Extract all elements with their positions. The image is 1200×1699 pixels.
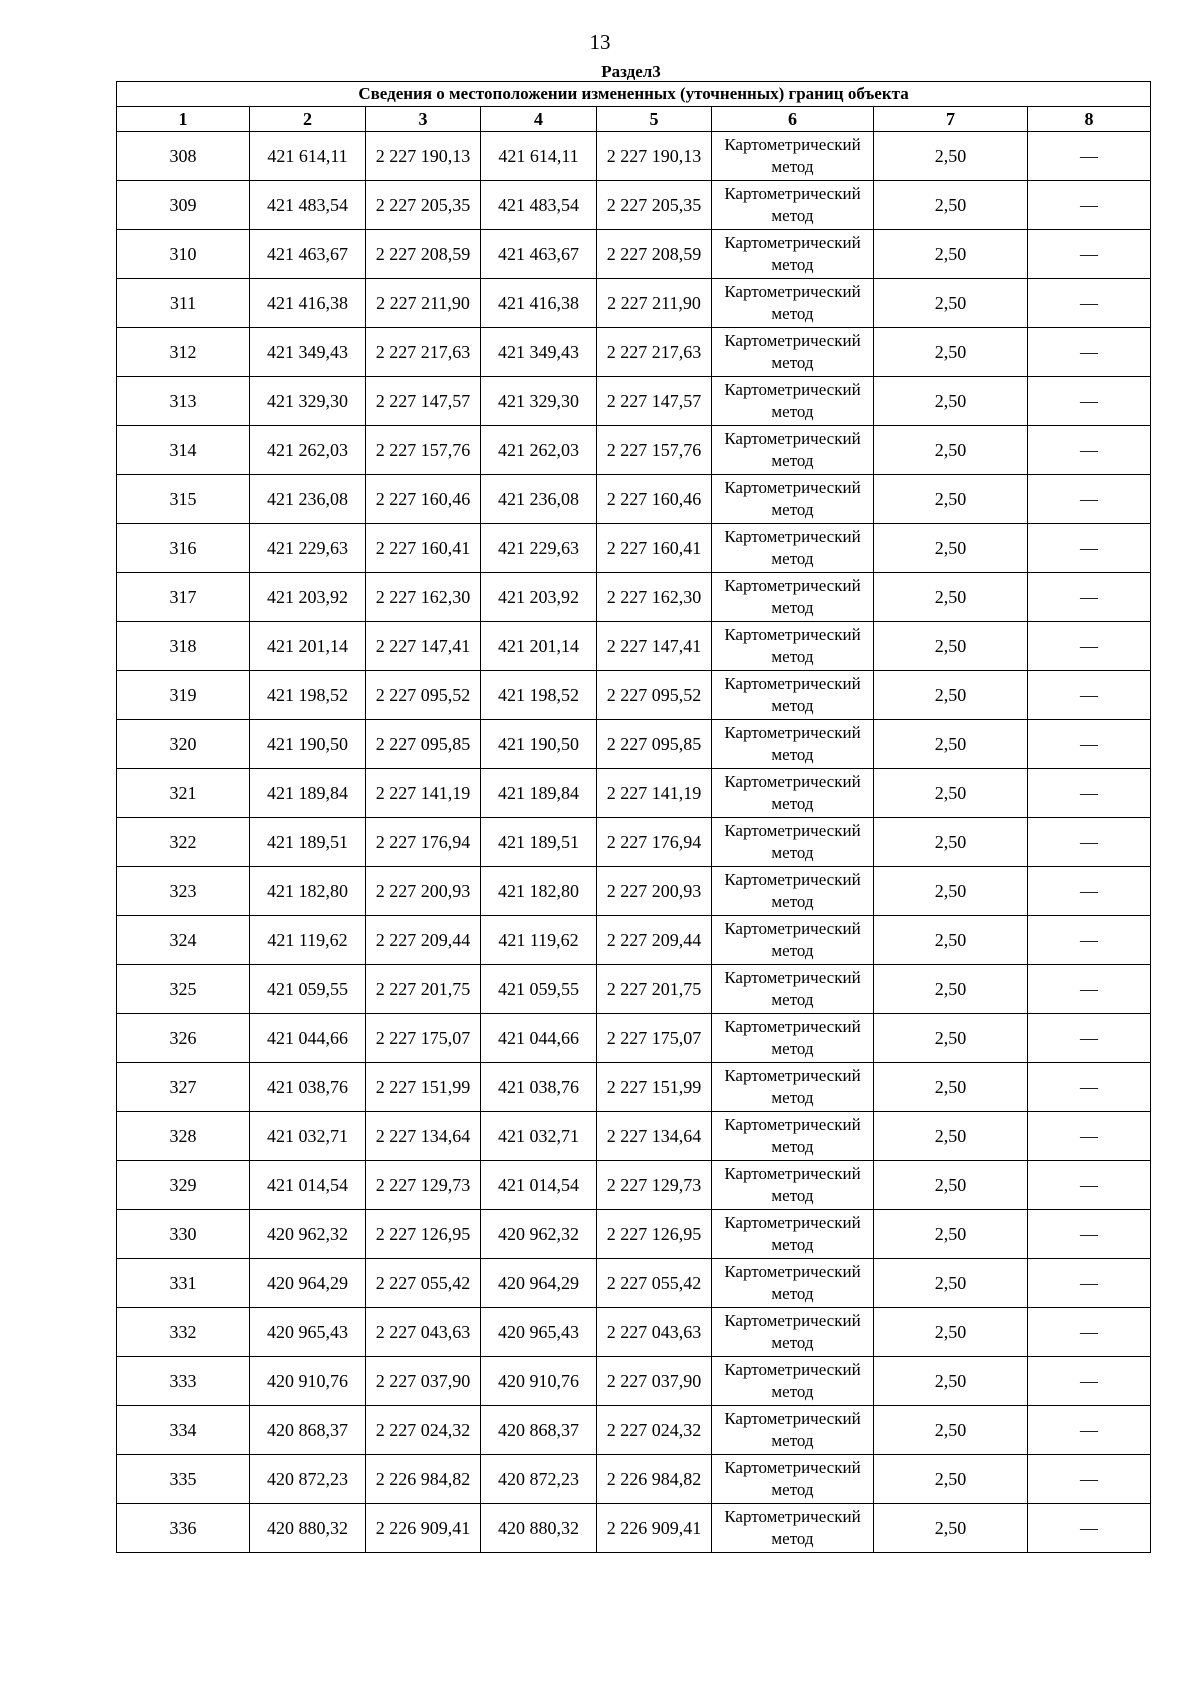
method-cell: Картометрический метод <box>712 720 874 769</box>
note-cell: — <box>1028 1504 1151 1553</box>
point-number-cell: 318 <box>117 622 250 671</box>
method-cell: Картометрический метод <box>712 132 874 181</box>
table-row <box>117 671 1151 720</box>
existing-x-cell: 420 965,43 <box>250 1308 366 1357</box>
note-cell: — <box>1028 671 1151 720</box>
refined-y-cell: 2 227 129,73 <box>597 1161 712 1210</box>
method-cell: Картометрический метод <box>712 1455 874 1504</box>
table-row <box>117 573 1151 622</box>
table-caption-row <box>117 82 1151 107</box>
refined-y-cell: 2 226 909,41 <box>597 1504 712 1553</box>
existing-x-cell: 421 203,92 <box>250 573 366 622</box>
note-cell: — <box>1028 1161 1151 1210</box>
method-cell: Картометрический метод <box>712 965 874 1014</box>
refined-y-cell: 2 227 157,76 <box>597 426 712 475</box>
note-cell: — <box>1028 279 1151 328</box>
existing-x-cell: 421 182,80 <box>250 867 366 916</box>
table-row <box>117 916 1151 965</box>
refined-y-cell: 2 227 095,52 <box>597 671 712 720</box>
accuracy-cell: 2,50 <box>874 1161 1028 1210</box>
existing-y-cell: 2 227 205,35 <box>366 181 481 230</box>
refined-x-cell: 421 189,84 <box>481 769 597 818</box>
refined-y-cell: 2 227 209,44 <box>597 916 712 965</box>
existing-y-cell: 2 227 141,19 <box>366 769 481 818</box>
point-number-cell: 319 <box>117 671 250 720</box>
existing-y-cell: 2 227 134,64 <box>366 1112 481 1161</box>
note-cell: — <box>1028 867 1151 916</box>
method-cell: Картометрический метод <box>712 867 874 916</box>
point-number-cell: 308 <box>117 132 250 181</box>
accuracy-cell: 2,50 <box>874 230 1028 279</box>
column-number: 3 <box>366 107 481 132</box>
table-row <box>117 279 1151 328</box>
method-cell: Картометрический метод <box>712 1406 874 1455</box>
table-row <box>117 769 1151 818</box>
point-number-cell: 335 <box>117 1455 250 1504</box>
note-cell: — <box>1028 328 1151 377</box>
accuracy-cell: 2,50 <box>874 720 1028 769</box>
accuracy-cell: 2,50 <box>874 573 1028 622</box>
existing-x-cell: 421 262,03 <box>250 426 366 475</box>
method-cell: Картометрический метод <box>712 377 874 426</box>
refined-y-cell: 2 227 208,59 <box>597 230 712 279</box>
refined-y-cell: 2 227 037,90 <box>597 1357 712 1406</box>
existing-y-cell: 2 227 024,32 <box>366 1406 481 1455</box>
table-row <box>117 965 1151 1014</box>
method-cell: Картометрический метод <box>712 622 874 671</box>
point-number-cell: 329 <box>117 1161 250 1210</box>
refined-y-cell: 2 227 147,41 <box>597 622 712 671</box>
point-number-cell: 310 <box>117 230 250 279</box>
accuracy-cell: 2,50 <box>874 426 1028 475</box>
method-cell: Картометрический метод <box>712 818 874 867</box>
note-cell: — <box>1028 475 1151 524</box>
refined-y-cell: 2 227 205,35 <box>597 181 712 230</box>
refined-y-cell: 2 227 126,95 <box>597 1210 712 1259</box>
refined-y-cell: 2 227 190,13 <box>597 132 712 181</box>
point-number-cell: 324 <box>117 916 250 965</box>
refined-x-cell: 421 203,92 <box>481 573 597 622</box>
refined-x-cell: 421 059,55 <box>481 965 597 1014</box>
existing-y-cell: 2 227 095,85 <box>366 720 481 769</box>
existing-x-cell: 421 463,67 <box>250 230 366 279</box>
point-number-cell: 331 <box>117 1259 250 1308</box>
method-cell: Картометрический метод <box>712 1161 874 1210</box>
point-number-cell: 336 <box>117 1504 250 1553</box>
table-row <box>117 328 1151 377</box>
existing-x-cell: 421 416,38 <box>250 279 366 328</box>
table-row <box>117 720 1151 769</box>
existing-y-cell: 2 227 151,99 <box>366 1063 481 1112</box>
accuracy-cell: 2,50 <box>874 769 1028 818</box>
point-number-cell: 332 <box>117 1308 250 1357</box>
point-number-cell: 316 <box>117 524 250 573</box>
accuracy-cell: 2,50 <box>874 965 1028 1014</box>
refined-x-cell: 420 962,32 <box>481 1210 597 1259</box>
note-cell: — <box>1028 769 1151 818</box>
table-row <box>117 1210 1151 1259</box>
table-row <box>117 475 1151 524</box>
existing-y-cell: 2 227 211,90 <box>366 279 481 328</box>
refined-y-cell: 2 227 024,32 <box>597 1406 712 1455</box>
existing-y-cell: 2 227 043,63 <box>366 1308 481 1357</box>
refined-y-cell: 2 227 162,30 <box>597 573 712 622</box>
table-row <box>117 230 1151 279</box>
existing-x-cell: 421 349,43 <box>250 328 366 377</box>
method-cell: Картометрический метод <box>712 524 874 573</box>
accuracy-cell: 2,50 <box>874 1308 1028 1357</box>
coordinates-table <box>116 81 1151 1553</box>
table-row <box>117 1112 1151 1161</box>
accuracy-cell: 2,50 <box>874 622 1028 671</box>
method-cell: Картометрический метод <box>712 671 874 720</box>
point-number-cell: 330 <box>117 1210 250 1259</box>
section-title: Раздел3 <box>601 62 661 81</box>
refined-x-cell: 421 190,50 <box>481 720 597 769</box>
refined-x-cell: 421 182,80 <box>481 867 597 916</box>
note-cell: — <box>1028 965 1151 1014</box>
accuracy-cell: 2,50 <box>874 1210 1028 1259</box>
refined-x-cell: 421 044,66 <box>481 1014 597 1063</box>
refined-x-cell: 421 189,51 <box>481 818 597 867</box>
method-cell: Картометрический метод <box>712 1210 874 1259</box>
refined-x-cell: 421 236,08 <box>481 475 597 524</box>
table-row <box>117 818 1151 867</box>
existing-x-cell: 421 189,84 <box>250 769 366 818</box>
note-cell: — <box>1028 1259 1151 1308</box>
accuracy-cell: 2,50 <box>874 1112 1028 1161</box>
existing-x-cell: 420 880,32 <box>250 1504 366 1553</box>
accuracy-cell: 2,50 <box>874 916 1028 965</box>
method-cell: Картометрический метод <box>712 279 874 328</box>
existing-y-cell: 2 227 037,90 <box>366 1357 481 1406</box>
method-cell: Картометрический метод <box>712 1259 874 1308</box>
point-number-cell: 315 <box>117 475 250 524</box>
existing-x-cell: 421 014,54 <box>250 1161 366 1210</box>
table-row <box>117 1259 1151 1308</box>
refined-y-cell: 2 227 147,57 <box>597 377 712 426</box>
table-row <box>117 1308 1151 1357</box>
existing-x-cell: 421 038,76 <box>250 1063 366 1112</box>
existing-y-cell: 2 227 176,94 <box>366 818 481 867</box>
point-number-cell: 327 <box>117 1063 250 1112</box>
refined-x-cell: 421 329,30 <box>481 377 597 426</box>
accuracy-cell: 2,50 <box>874 328 1028 377</box>
method-cell: Картометрический метод <box>712 769 874 818</box>
refined-y-cell: 2 227 175,07 <box>597 1014 712 1063</box>
note-cell: — <box>1028 1455 1151 1504</box>
refined-y-cell: 2 227 211,90 <box>597 279 712 328</box>
existing-y-cell: 2 227 160,46 <box>366 475 481 524</box>
column-number: 4 <box>481 107 597 132</box>
existing-x-cell: 421 198,52 <box>250 671 366 720</box>
column-number: 8 <box>1028 107 1151 132</box>
table-row <box>117 524 1151 573</box>
refined-y-cell: 2 227 217,63 <box>597 328 712 377</box>
accuracy-cell: 2,50 <box>874 1455 1028 1504</box>
note-cell: — <box>1028 1112 1151 1161</box>
refined-x-cell: 420 880,32 <box>481 1504 597 1553</box>
table-row <box>117 426 1151 475</box>
refined-y-cell: 2 227 134,64 <box>597 1112 712 1161</box>
refined-y-cell: 2 227 201,75 <box>597 965 712 1014</box>
existing-y-cell: 2 226 909,41 <box>366 1504 481 1553</box>
existing-y-cell: 2 227 162,30 <box>366 573 481 622</box>
note-cell: — <box>1028 1406 1151 1455</box>
table-caption: Сведения о местоположении измененных (уточненных) границ объекта <box>117 82 1151 107</box>
refined-x-cell: 421 262,03 <box>481 426 597 475</box>
method-cell: Картометрический метод <box>712 1063 874 1112</box>
note-cell: — <box>1028 181 1151 230</box>
column-number: 1 <box>117 107 250 132</box>
column-number: 5 <box>597 107 712 132</box>
accuracy-cell: 2,50 <box>874 671 1028 720</box>
point-number-cell: 314 <box>117 426 250 475</box>
existing-y-cell: 2 226 984,82 <box>366 1455 481 1504</box>
method-cell: Картометрический метод <box>712 328 874 377</box>
accuracy-cell: 2,50 <box>874 1063 1028 1112</box>
refined-x-cell: 421 198,52 <box>481 671 597 720</box>
method-cell: Картометрический метод <box>712 1308 874 1357</box>
existing-y-cell: 2 227 208,59 <box>366 230 481 279</box>
column-number-row <box>117 107 1151 132</box>
existing-x-cell: 421 119,62 <box>250 916 366 965</box>
page-number: 13 <box>589 30 611 54</box>
accuracy-cell: 2,50 <box>874 279 1028 328</box>
note-cell: — <box>1028 818 1151 867</box>
table-body <box>117 132 1151 1553</box>
accuracy-cell: 2,50 <box>874 818 1028 867</box>
note-cell: — <box>1028 1308 1151 1357</box>
existing-x-cell: 421 329,30 <box>250 377 366 426</box>
note-cell: — <box>1028 524 1151 573</box>
existing-y-cell: 2 227 147,57 <box>366 377 481 426</box>
method-cell: Картометрический метод <box>712 475 874 524</box>
existing-x-cell: 420 962,32 <box>250 1210 366 1259</box>
note-cell: — <box>1028 1014 1151 1063</box>
existing-x-cell: 421 059,55 <box>250 965 366 1014</box>
point-number-cell: 311 <box>117 279 250 328</box>
note-cell: — <box>1028 1210 1151 1259</box>
refined-x-cell: 421 038,76 <box>481 1063 597 1112</box>
table-row <box>117 867 1151 916</box>
refined-y-cell: 2 227 176,94 <box>597 818 712 867</box>
existing-y-cell: 2 227 129,73 <box>366 1161 481 1210</box>
refined-y-cell: 2 227 200,93 <box>597 867 712 916</box>
accuracy-cell: 2,50 <box>874 867 1028 916</box>
point-number-cell: 333 <box>117 1357 250 1406</box>
note-cell: — <box>1028 426 1151 475</box>
refined-x-cell: 421 032,71 <box>481 1112 597 1161</box>
note-cell: — <box>1028 573 1151 622</box>
existing-y-cell: 2 227 095,52 <box>366 671 481 720</box>
refined-x-cell: 421 614,11 <box>481 132 597 181</box>
table-row <box>117 1406 1151 1455</box>
point-number-cell: 313 <box>117 377 250 426</box>
point-number-cell: 312 <box>117 328 250 377</box>
refined-y-cell: 2 227 043,63 <box>597 1308 712 1357</box>
refined-x-cell: 421 201,14 <box>481 622 597 671</box>
point-number-cell: 328 <box>117 1112 250 1161</box>
column-number: 6 <box>712 107 874 132</box>
accuracy-cell: 2,50 <box>874 1014 1028 1063</box>
existing-y-cell: 2 227 209,44 <box>366 916 481 965</box>
method-cell: Картометрический метод <box>712 1357 874 1406</box>
point-number-cell: 309 <box>117 181 250 230</box>
existing-x-cell: 420 868,37 <box>250 1406 366 1455</box>
method-cell: Картометрический метод <box>712 916 874 965</box>
note-cell: — <box>1028 1357 1151 1406</box>
refined-y-cell: 2 227 095,85 <box>597 720 712 769</box>
accuracy-cell: 2,50 <box>874 1406 1028 1455</box>
refined-y-cell: 2 227 141,19 <box>597 769 712 818</box>
existing-y-cell: 2 227 055,42 <box>366 1259 481 1308</box>
existing-y-cell: 2 227 201,75 <box>366 965 481 1014</box>
existing-y-cell: 2 227 126,95 <box>366 1210 481 1259</box>
method-cell: Картометрический метод <box>712 1112 874 1161</box>
existing-y-cell: 2 227 147,41 <box>366 622 481 671</box>
refined-x-cell: 421 349,43 <box>481 328 597 377</box>
refined-y-cell: 2 227 160,41 <box>597 524 712 573</box>
existing-y-cell: 2 227 200,93 <box>366 867 481 916</box>
method-cell: Картометрический метод <box>712 573 874 622</box>
note-cell: — <box>1028 916 1151 965</box>
table-row <box>117 1357 1151 1406</box>
table-row <box>117 181 1151 230</box>
table-row <box>117 132 1151 181</box>
existing-x-cell: 421 044,66 <box>250 1014 366 1063</box>
accuracy-cell: 2,50 <box>874 524 1028 573</box>
table-row <box>117 377 1151 426</box>
existing-y-cell: 2 227 175,07 <box>366 1014 481 1063</box>
refined-x-cell: 421 119,62 <box>481 916 597 965</box>
note-cell: — <box>1028 1063 1151 1112</box>
existing-y-cell: 2 227 190,13 <box>366 132 481 181</box>
existing-x-cell: 421 229,63 <box>250 524 366 573</box>
refined-y-cell: 2 227 151,99 <box>597 1063 712 1112</box>
method-cell: Картометрический метод <box>712 1014 874 1063</box>
accuracy-cell: 2,50 <box>874 1259 1028 1308</box>
accuracy-cell: 2,50 <box>874 181 1028 230</box>
existing-y-cell: 2 227 160,41 <box>366 524 481 573</box>
refined-x-cell: 421 229,63 <box>481 524 597 573</box>
existing-x-cell: 421 483,54 <box>250 181 366 230</box>
refined-x-cell: 420 910,76 <box>481 1357 597 1406</box>
table-row <box>117 1014 1151 1063</box>
method-cell: Картометрический метод <box>712 426 874 475</box>
point-number-cell: 317 <box>117 573 250 622</box>
point-number-cell: 326 <box>117 1014 250 1063</box>
table-row <box>117 1455 1151 1504</box>
refined-y-cell: 2 227 160,46 <box>597 475 712 524</box>
refined-y-cell: 2 226 984,82 <box>597 1455 712 1504</box>
note-cell: — <box>1028 720 1151 769</box>
point-number-cell: 320 <box>117 720 250 769</box>
existing-x-cell: 420 910,76 <box>250 1357 366 1406</box>
table-row <box>117 1063 1151 1112</box>
method-cell: Картометрический метод <box>712 1504 874 1553</box>
accuracy-cell: 2,50 <box>874 377 1028 426</box>
accuracy-cell: 2,50 <box>874 1357 1028 1406</box>
accuracy-cell: 2,50 <box>874 1504 1028 1553</box>
existing-y-cell: 2 227 217,63 <box>366 328 481 377</box>
note-cell: — <box>1028 132 1151 181</box>
note-cell: — <box>1028 377 1151 426</box>
point-number-cell: 323 <box>117 867 250 916</box>
refined-x-cell: 421 483,54 <box>481 181 597 230</box>
note-cell: — <box>1028 230 1151 279</box>
column-number: 7 <box>874 107 1028 132</box>
point-number-cell: 321 <box>117 769 250 818</box>
refined-x-cell: 420 965,43 <box>481 1308 597 1357</box>
existing-x-cell: 421 236,08 <box>250 475 366 524</box>
existing-x-cell: 421 201,14 <box>250 622 366 671</box>
refined-x-cell: 420 964,29 <box>481 1259 597 1308</box>
method-cell: Картометрический метод <box>712 230 874 279</box>
table-row <box>117 1161 1151 1210</box>
accuracy-cell: 2,50 <box>874 475 1028 524</box>
refined-x-cell: 421 463,67 <box>481 230 597 279</box>
point-number-cell: 334 <box>117 1406 250 1455</box>
point-number-cell: 322 <box>117 818 250 867</box>
existing-x-cell: 421 614,11 <box>250 132 366 181</box>
column-number: 2 <box>250 107 366 132</box>
existing-x-cell: 420 964,29 <box>250 1259 366 1308</box>
refined-y-cell: 2 227 055,42 <box>597 1259 712 1308</box>
existing-x-cell: 421 032,71 <box>250 1112 366 1161</box>
refined-x-cell: 420 872,23 <box>481 1455 597 1504</box>
refined-x-cell: 420 868,37 <box>481 1406 597 1455</box>
accuracy-cell: 2,50 <box>874 132 1028 181</box>
refined-x-cell: 421 416,38 <box>481 279 597 328</box>
existing-x-cell: 421 190,50 <box>250 720 366 769</box>
existing-x-cell: 420 872,23 <box>250 1455 366 1504</box>
refined-x-cell: 421 014,54 <box>481 1161 597 1210</box>
existing-x-cell: 421 189,51 <box>250 818 366 867</box>
table-row <box>117 1504 1151 1553</box>
method-cell: Картометрический метод <box>712 181 874 230</box>
note-cell: — <box>1028 622 1151 671</box>
table-row <box>117 622 1151 671</box>
point-number-cell: 325 <box>117 965 250 1014</box>
existing-y-cell: 2 227 157,76 <box>366 426 481 475</box>
